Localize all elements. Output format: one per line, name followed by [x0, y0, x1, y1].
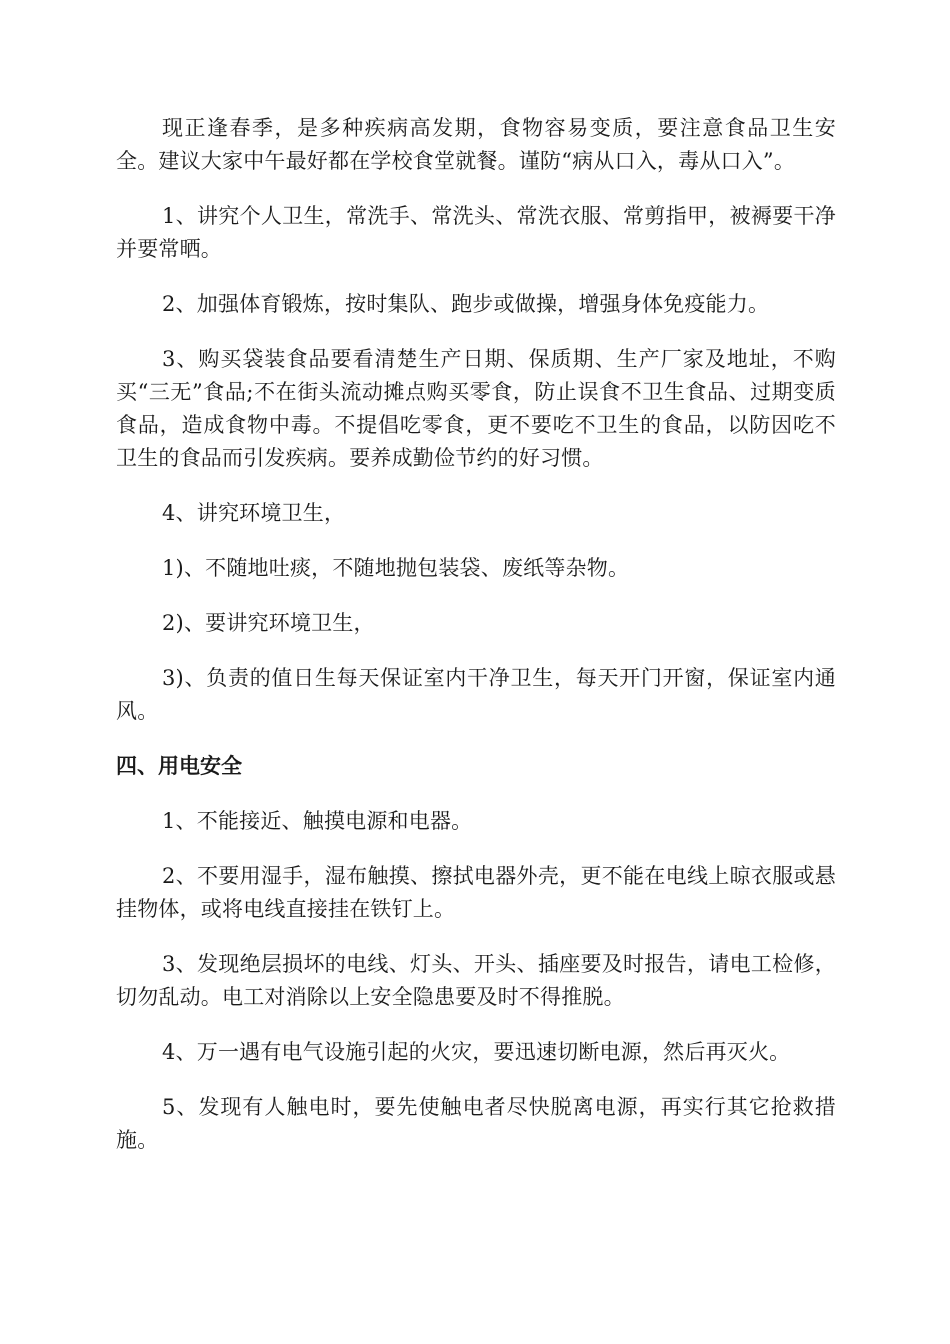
paragraph-sub-3: 3)、负责的值日生每天保证室内干净卫生，每天开门开窗，保证室内通风。 — [116, 666, 836, 723]
paragraph-electric-3: 3、发现绝层损坏的电线、灯头、开头、插座要及时报告，请电工检修，切勿乱动。电工对消除以上安全隐患要及时不得推脱。 — [116, 952, 836, 1009]
paragraph-sub-1: 1)、不随地吐痰，不随地抛包装袋、废纸等杂物。 — [162, 556, 630, 580]
paragraph-hygiene-1: 1、讲究个人卫生，常洗手、常洗头、常洗衣服、常剪指甲，被褥要干净并要常晒。 — [116, 204, 836, 261]
paragraph-electric-5: 5、发现有人触电时，要先使触电者尽快脱离电源，再实行其它抢救措施。 — [116, 1095, 836, 1152]
paragraph-hygiene-2: 2、加强体育锻炼，按时集队、跑步或做操，增强身体免疫能力。 — [162, 292, 770, 316]
paragraph-intro: 现正逢春季，是多种疾病高发期，食物容易变质，要注意食品卫生安全。建议大家中午最好都在学校食堂就餐。谨防“病从口入，毒从口入”。 — [116, 116, 836, 173]
paragraph-hygiene-3: 3、购买袋装食品要看清楚生产日期、保质期、生产厂家及地址，不购买“三无”食品;不在街头流动摊点购买零食，防止误食不卫生食品、过期变质食品，造成食物中毒。不提倡吃零食，更不要吃不卫生的食品，以防因吃不卫生的食品而引发疾病。要养成勤俭节约的好习惯。 — [116, 347, 836, 470]
paragraph-hygiene-4: 4、讲究环境卫生， — [162, 501, 346, 525]
paragraph-sub-2: 2)、要讲究环境卫生， — [162, 611, 375, 635]
paragraph-electric-4: 4、万一遇有电气设施引起的火灾，要迅速切断电源，然后再灭火。 — [162, 1040, 791, 1064]
paragraph-electric-2: 2、不要用湿手，湿布触摸、擦拭电器外壳，更不能在电线上晾衣服或悬挂物体，或将电线直接挂在铁钉上。 — [116, 864, 836, 921]
section-heading: 四、用电安全 — [116, 754, 242, 778]
paragraph-electric-1: 1、不能接近、触摸电源和电器。 — [162, 809, 473, 833]
document-body — [116, 112, 836, 1179]
